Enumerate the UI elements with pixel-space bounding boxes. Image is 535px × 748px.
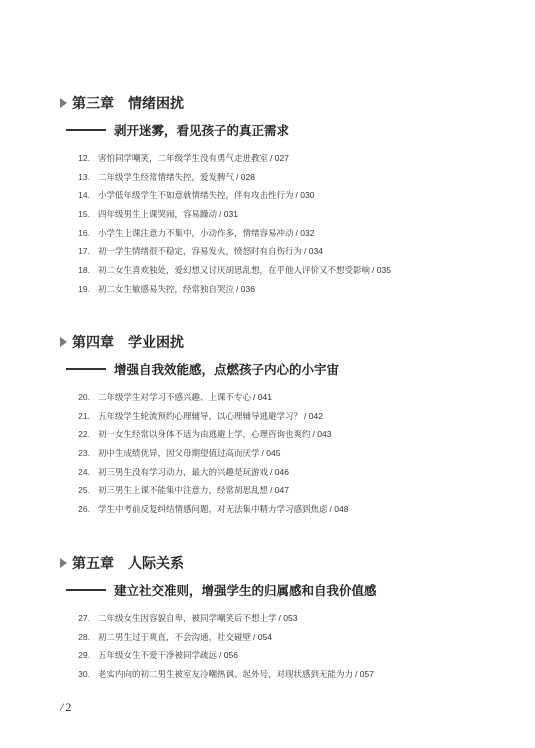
toc-entry[interactable] <box>60 264 505 283</box>
triangle-bullet-icon <box>60 337 67 347</box>
entry-number: 28. <box>78 631 90 642</box>
toc-entry[interactable] <box>60 466 505 485</box>
entry-title: 害怕同学嘲笑，二年级学生没有勇气走进教室 <box>98 154 269 164</box>
entry-page: / 041 <box>253 392 272 402</box>
entry-title: 五年级女生不爱干净被同学疏远 <box>98 651 218 662</box>
triangle-bullet-icon <box>60 98 67 108</box>
chapter-title: 人际关系 <box>128 556 184 572</box>
chapter-subtitle: 剥开迷雾，看见孩子的真正需求 <box>114 123 290 138</box>
entry-page: / 046 <box>270 466 289 477</box>
entry-number: 25. <box>78 485 90 496</box>
entry-page: / 054 <box>253 631 272 642</box>
entry-page: / 030 <box>295 190 315 201</box>
entry-title: 二年级女生因容貌自卑，被同学嘲笑后不想上学 <box>98 614 277 624</box>
entry-title: 四年级男生上课哭闹，容易躁动 <box>98 210 218 221</box>
entry-page: / 048 <box>329 504 349 515</box>
entry-title: 初二女生敏感易失控，经常独自哭泣 <box>98 284 235 295</box>
chapter-heading <box>60 552 505 574</box>
toc-entry[interactable] <box>60 668 505 687</box>
entry-page: / 027 <box>270 153 289 163</box>
entry-title: 初一学生情绪很不稳定，容易发火，愤怒时有自伤行为 <box>98 247 303 258</box>
entry-number: 17. <box>78 246 90 257</box>
toc-entry[interactable] <box>60 283 505 302</box>
entry-number: 12. <box>78 153 90 163</box>
chapter-subtitle-row <box>60 580 505 600</box>
entry-page: / 057 <box>355 669 374 680</box>
entry-number: 22. <box>78 429 90 440</box>
entry-title: 学生中考前反复纠结情感问题，对无法集中精力学习感到焦虑 <box>98 505 328 516</box>
entry-number: 29. <box>78 650 90 661</box>
toc-entry[interactable] <box>60 208 505 227</box>
toc-entry[interactable] <box>60 152 505 171</box>
entry-number: 20. <box>78 392 90 402</box>
entry-title: 初三男生上课不能集中注意力，经常胡思乱想 <box>98 486 269 497</box>
toc-entry[interactable] <box>60 631 505 650</box>
entry-number: 16. <box>78 227 90 238</box>
entry-title: 初中生成绩优异，因父母期望值过高而厌学 <box>98 449 260 460</box>
chapter-heading <box>60 92 505 114</box>
entry-page: / 047 <box>270 485 289 496</box>
page-number <box>60 700 71 715</box>
entry-page: / 031 <box>219 209 238 220</box>
entry-number: 27. <box>78 613 90 623</box>
chapter-4 <box>60 331 505 522</box>
chapter-number: 第五章 <box>72 556 114 572</box>
toc-list <box>60 152 505 302</box>
entry-title: 小学生上课注意力不集中，小动作多，情绪容易冲动 <box>98 228 294 239</box>
entry-page: / 034 <box>304 246 323 257</box>
entry-title: 二年级学生经常情绪失控，爱发脾气 <box>98 172 235 183</box>
triangle-bullet-icon <box>60 558 67 568</box>
entry-title: 五年级学生轮流预约心理辅导，以心理辅导逃避学习？ <box>98 411 303 422</box>
toc-entry[interactable] <box>60 428 505 447</box>
entry-title: 初三男生没有学习动力，最大的兴趣是玩游戏 <box>98 467 269 478</box>
page-number-value: 2 <box>65 700 72 714</box>
entry-page: / 032 <box>295 227 315 238</box>
entry-page: / 043 <box>312 429 332 440</box>
entry-title: 初一女生经常以身体不适为由逃避上学，心理咨询也爽约 <box>98 430 311 441</box>
entry-title: 二年级学生对学习不感兴趣、上课不专心 <box>98 393 252 403</box>
entry-title: 小学低年级学生不如意就情绪失控，伴有攻击性行为 <box>98 191 294 202</box>
chapter-subtitle-row <box>60 120 505 140</box>
chapter-subtitle: 建立社交准则，增强学生的归属感和自我价值感 <box>114 583 377 598</box>
entry-page: / 035 <box>372 265 391 276</box>
toc-entry[interactable] <box>60 447 505 466</box>
dash-divider <box>66 589 106 591</box>
entry-title: 初二男生过于爽直，不会沟通，社交碰壁 <box>98 632 252 643</box>
chapter-title: 学业困扰 <box>128 335 184 351</box>
entry-title: 老实内向的初二男生被室友冷嘲热讽、起外号，对现状感到无能为力 <box>98 670 354 681</box>
chapter-3 <box>60 92 505 302</box>
chapter-title: 情绪困扰 <box>128 96 184 112</box>
entry-number: 26. <box>78 504 90 515</box>
toc-entry[interactable] <box>60 245 505 264</box>
entry-number: 13. <box>78 171 90 182</box>
toc-entry[interactable] <box>60 189 505 208</box>
toc-entry[interactable] <box>60 649 505 668</box>
entry-number: 23. <box>78 448 90 459</box>
entry-title: 初二女生喜欢独处，爱幻想又讨厌胡思乱想，在乎他人评价又不想受影响 <box>98 266 371 277</box>
chapter-heading <box>60 331 505 353</box>
toc-list <box>60 391 505 522</box>
toc-entry[interactable] <box>60 503 505 522</box>
page-slash: / <box>60 700 64 714</box>
chapter-5 <box>60 552 505 687</box>
toc-entry[interactable] <box>60 227 505 246</box>
entry-number: 14. <box>78 190 90 201</box>
entry-number: 24. <box>78 466 90 477</box>
toc-entry[interactable] <box>60 171 505 190</box>
dash-divider <box>66 129 106 131</box>
chapter-number: 第四章 <box>72 335 114 351</box>
toc-list <box>60 612 505 687</box>
toc-entry[interactable] <box>60 410 505 429</box>
entry-number: 30. <box>78 669 90 680</box>
toc-entry[interactable] <box>60 484 505 503</box>
chapter-number: 第三章 <box>72 96 114 112</box>
chapter-subtitle-row <box>60 359 505 379</box>
entry-page: / 042 <box>304 410 323 421</box>
entry-page: / 028 <box>236 171 255 182</box>
entry-page: / 036 <box>236 283 255 294</box>
dash-divider <box>66 368 106 370</box>
entry-page: / 056 <box>219 650 238 661</box>
chapter-subtitle: 增强自我效能感，点燃孩子内心的小宇宙 <box>114 362 340 377</box>
toc-entry[interactable] <box>60 391 505 410</box>
entry-number: 15. <box>78 209 90 220</box>
entry-number: 18. <box>78 265 90 276</box>
toc-entry[interactable] <box>60 612 505 631</box>
entry-page: / 045 <box>261 448 281 459</box>
entry-number: 21. <box>78 410 90 421</box>
entry-page: / 053 <box>278 613 298 623</box>
entry-number: 19. <box>78 283 90 294</box>
